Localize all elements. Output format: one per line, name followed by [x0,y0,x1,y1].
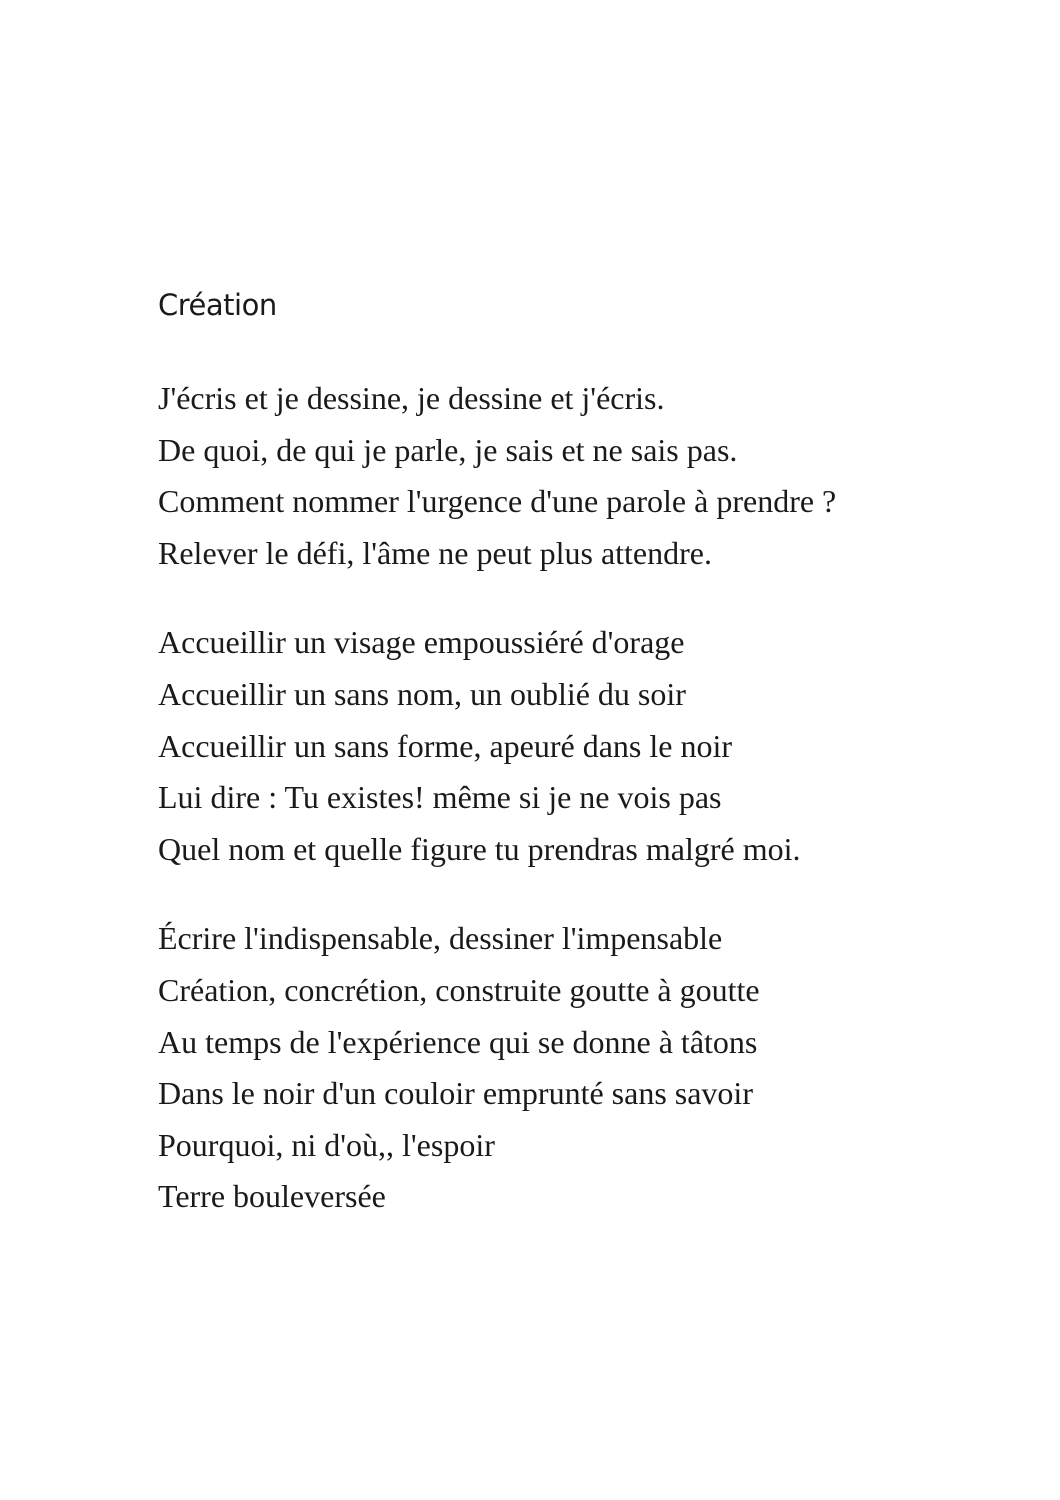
poem-line: De quoi, de qui je parle, je sais et ne sais pas. [158,431,738,468]
poem-title: Création [158,288,277,322]
stanza-1 [158,373,1018,579]
poem-line: Accueillir un sans forme, apeuré dans le noir [158,727,733,764]
poem-line: Accueillir un sans nom, un oublié du soir [158,675,686,712]
stanza-2 [158,617,1018,875]
poem-line: Écrire l'indispensable, dessiner l'impensable [158,920,723,957]
poem-line: Lui dire : Tu existes! même si je ne vois pas [158,779,722,816]
poem-line: Pourquoi, ni d'où,, l'espoir [158,1126,495,1163]
poem-line: Terre bouleversée [158,1178,386,1215]
poem-line: Accueillir un visage empoussiéré d'orage [158,624,685,661]
stanza-3 [158,913,1018,1223]
poem-line: Relever le défi, l'âme ne peut plus attendre. [158,534,712,571]
poem-line: Au temps de l'expérience qui se donne à tâtons [158,1023,758,1060]
poem-line: Création, concrétion, construite goutte à goutte [158,971,760,1008]
poem-line: Comment nommer l'urgence d'une parole à prendre ? [158,483,837,520]
poem-line: Quel nom et quelle figure tu prendras malgré moi. [158,830,801,867]
poem-line: J'écris et je dessine, je dessine et j'écris. [158,380,665,416]
poem-page [158,284,1018,1261]
poem-line: Dans le noir d'un couloir emprunté sans savoir [158,1075,753,1112]
